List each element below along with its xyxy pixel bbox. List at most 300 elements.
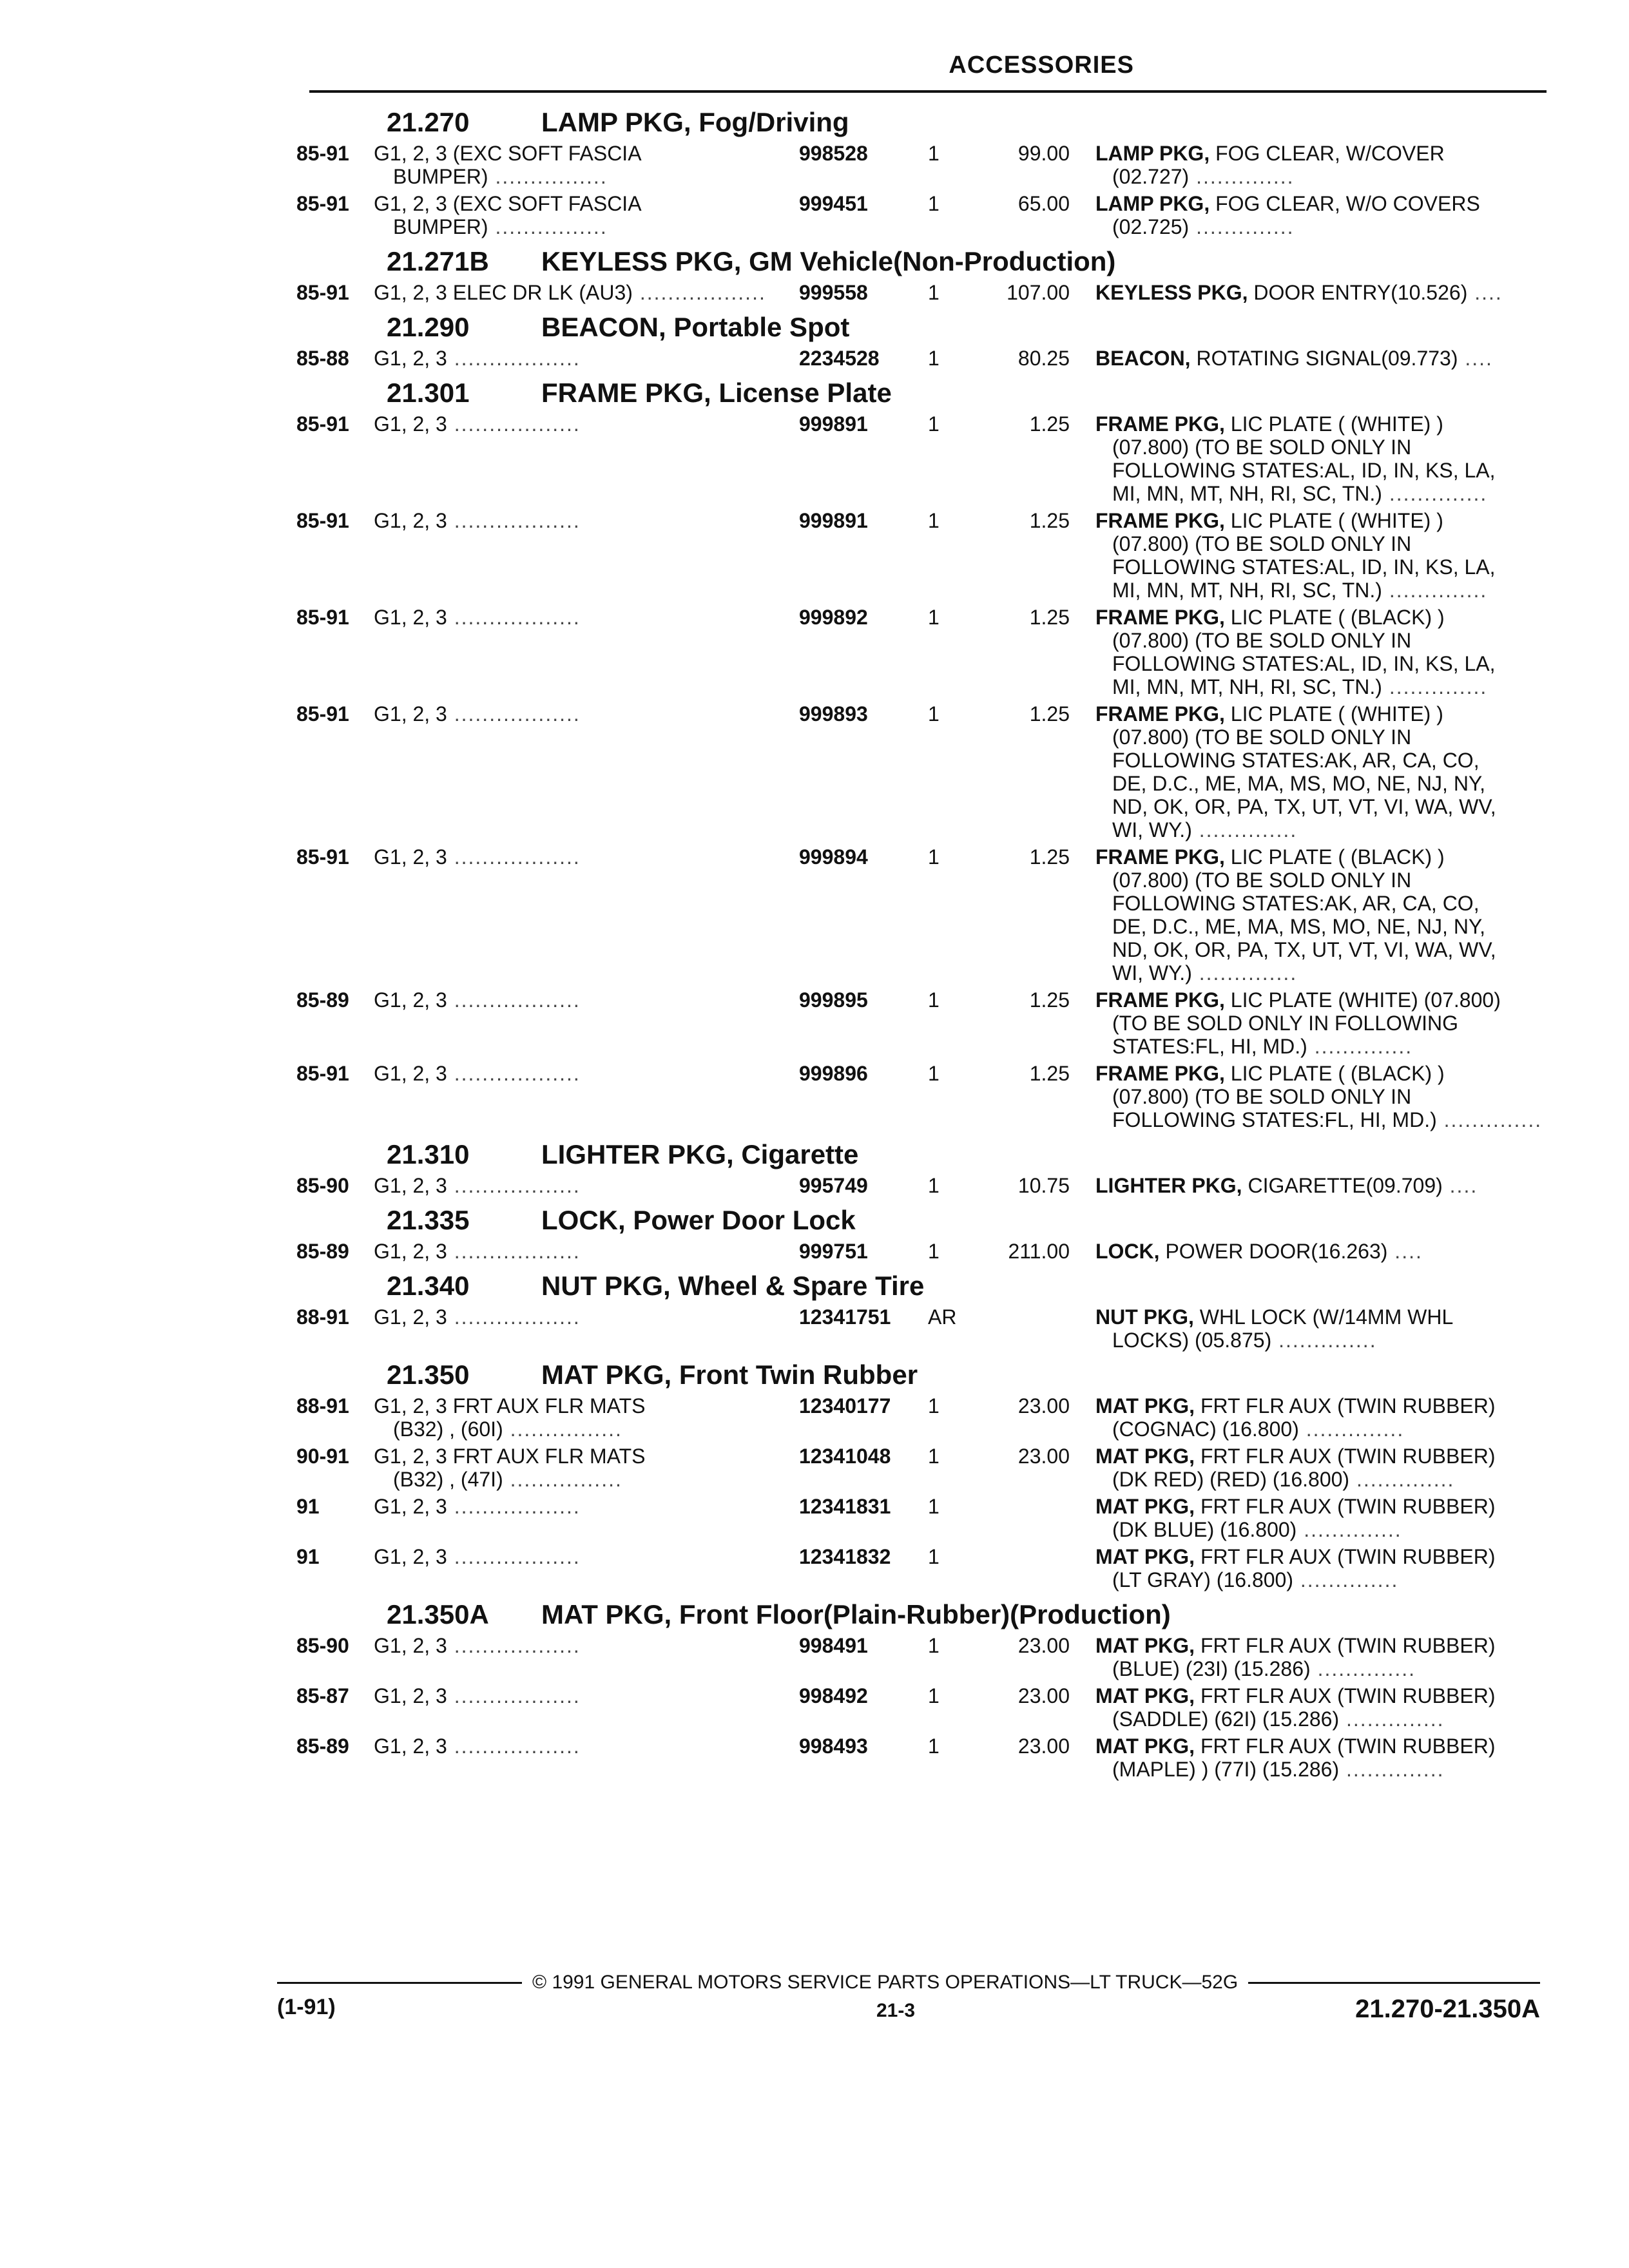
item-line [1095, 726, 1559, 749]
item-name: BEACON, [1095, 347, 1191, 370]
application-description [374, 1684, 799, 1731]
item-text: FOLLOWING STATES:AK, AR, CA, CO, [1112, 749, 1480, 772]
application-description [374, 1735, 799, 1781]
item-text: FOLLOWING STATES:FL, HI, MD.) [1112, 1108, 1437, 1131]
price [979, 1495, 1095, 1541]
section-heading [296, 242, 1559, 281]
item-text: (07.800) (TO BE SOLD ONLY IN [1112, 629, 1412, 652]
section-number: 21.350 [387, 1360, 470, 1390]
item-line [1095, 532, 1559, 555]
leader-dots: .................. [447, 347, 581, 370]
model-years: 85-91 [296, 509, 349, 532]
description-text: G1, 2, 3 [374, 1174, 447, 1197]
item-line [1095, 1240, 1559, 1263]
leader-dots: ................ [503, 1468, 622, 1491]
item-line [1095, 606, 1559, 629]
item-name: FRAME PKG, [1095, 412, 1225, 436]
item-text: (DK BLUE) (16.800) [1112, 1518, 1297, 1541]
part-number: 998491 [799, 1634, 868, 1657]
part-number: 999896 [799, 1062, 868, 1085]
section-heading [296, 1595, 1559, 1634]
section-title: LOCK, Power Door Lock [541, 1205, 856, 1235]
quantity: 1 [928, 606, 940, 629]
part-number: 999891 [799, 412, 868, 436]
item-line [1095, 675, 1559, 698]
part-number: 998493 [799, 1735, 868, 1758]
item-description [1095, 1495, 1559, 1541]
model-years: 85-91 [296, 1062, 349, 1085]
item-line [1095, 482, 1559, 505]
table-row [296, 1240, 1559, 1263]
leader-dots: .................. [447, 509, 581, 532]
description-line [374, 215, 799, 238]
item-line [1095, 579, 1559, 602]
leader-dots: .................. [447, 1684, 581, 1707]
item-text: (07.800) (TO BE SOLD ONLY IN [1112, 532, 1412, 555]
item-text: ROTATING SIGNAL(09.773) [1196, 347, 1458, 370]
item-line [1095, 459, 1559, 482]
item-description [1095, 281, 1559, 304]
price: 1.25 [1029, 509, 1070, 532]
description-text: G1, 2, 3 [374, 702, 447, 726]
description-text: G1, 2, 3 [374, 988, 447, 1012]
model-years: 85-89 [296, 1735, 349, 1758]
leader-dots: .................. [632, 281, 766, 304]
application-description [374, 192, 799, 238]
item-description [1095, 412, 1559, 505]
table-row [296, 1634, 1559, 1680]
item-line [1095, 1568, 1559, 1591]
description-text: G1, 2, 3 [374, 1634, 447, 1657]
model-years: 85-91 [296, 412, 349, 436]
description-line [374, 281, 799, 304]
description-line [374, 1495, 799, 1518]
description-line [374, 1634, 799, 1657]
description-line [374, 142, 799, 165]
item-text: WI, WY.) [1112, 818, 1192, 841]
price: 107.00 [1007, 281, 1070, 304]
item-line [1095, 1495, 1559, 1518]
item-line [1095, 215, 1559, 238]
table-row [296, 142, 1559, 188]
item-name: MAT PKG, [1095, 1445, 1195, 1468]
item-text: WHL LOCK (W/14MM WHL [1199, 1305, 1454, 1329]
item-text: FOLLOWING STATES:AL, ID, IN, KS, LA, [1112, 652, 1496, 675]
part-number: 2234528 [799, 347, 880, 370]
item-line [1095, 1758, 1559, 1781]
page-header [309, 52, 1547, 79]
price: 1.25 [1029, 702, 1070, 726]
application-description [374, 142, 799, 188]
item-text: STATES:FL, HI, MD.) [1112, 1035, 1307, 1058]
description-line [374, 412, 799, 436]
leader-dots: .............. [1189, 165, 1295, 188]
table-row [296, 1445, 1559, 1491]
leader-dots: .............. [1271, 1329, 1377, 1352]
item-name: MAT PKG, [1095, 1394, 1195, 1418]
item-line [1095, 142, 1559, 165]
description-text: G1, 2, 3 FRT AUX FLR MATS [374, 1394, 646, 1418]
description-text: G1, 2, 3 [374, 347, 447, 370]
application-description [374, 702, 799, 841]
part-number: 999893 [799, 702, 868, 726]
item-line [1095, 555, 1559, 579]
table-row [296, 509, 1559, 602]
price: 1.25 [1029, 412, 1070, 436]
description-line [374, 1684, 799, 1707]
section-21-350A [296, 1595, 1559, 1781]
model-years: 85-90 [296, 1174, 349, 1197]
model-years: 85-88 [296, 347, 349, 370]
item-name: MAT PKG, [1095, 1735, 1195, 1758]
section-number: 21.270 [387, 107, 470, 137]
quantity: 1 [928, 192, 940, 215]
quantity: 1 [928, 1495, 940, 1518]
item-description [1095, 192, 1559, 238]
section-title: FRAME PKG, License Plate [541, 378, 892, 408]
table-row [296, 988, 1559, 1058]
model-years: 88-91 [296, 1305, 349, 1329]
item-name: FRAME PKG, [1095, 1062, 1225, 1085]
leader-dots: .............. [1339, 1758, 1445, 1781]
item-description [1095, 988, 1559, 1058]
table-row [296, 1394, 1559, 1441]
item-text: (LT GRAY) (16.800) [1112, 1568, 1293, 1591]
item-name: MAT PKG, [1095, 1684, 1195, 1707]
item-line [1095, 436, 1559, 459]
part-number: 999558 [799, 281, 868, 304]
item-description [1095, 1735, 1559, 1781]
item-line [1095, 1684, 1559, 1707]
description-line [374, 1062, 799, 1085]
item-line [1095, 1657, 1559, 1680]
item-text: FOG CLEAR, W/O COVERS [1215, 192, 1480, 215]
item-line [1095, 347, 1559, 370]
section-title: MAT PKG, Front Floor(Plain-Rubber)(Production) [541, 1599, 1171, 1629]
section-heading [296, 1267, 1559, 1305]
leader-dots: .............. [1339, 1707, 1445, 1731]
item-text: LIC PLATE ( (WHITE) ) [1230, 412, 1443, 436]
item-text: DE, D.C., ME, MA, MS, MO, NE, NJ, NY, [1112, 915, 1486, 938]
item-description [1095, 347, 1559, 370]
item-text: FRT FLR AUX (TWIN RUBBER) [1200, 1545, 1496, 1568]
model-years: 91 [296, 1545, 320, 1568]
description-text: G1, 2, 3 (EXC SOFT FASCIA [374, 192, 642, 215]
description-text: BUMPER) [393, 215, 488, 238]
item-line [1095, 1445, 1559, 1468]
price: 23.00 [1017, 1684, 1070, 1707]
description-line [374, 1418, 799, 1441]
item-name: KEYLESS PKG, [1095, 281, 1248, 304]
quantity: 1 [928, 1394, 940, 1418]
description-text: G1, 2, 3 [374, 1684, 447, 1707]
price [979, 1545, 1095, 1591]
model-years: 91 [296, 1495, 320, 1518]
item-text: FOG CLEAR, W/COVER [1215, 142, 1445, 165]
price: 80.25 [1017, 347, 1070, 370]
quantity: 1 [928, 988, 940, 1012]
leader-dots: .................. [447, 1305, 581, 1329]
section-21-290 [296, 308, 1559, 370]
item-text: FRT FLR AUX (TWIN RUBBER) [1200, 1394, 1496, 1418]
section-number: 21.290 [387, 312, 470, 342]
leader-dots: .................. [447, 1495, 581, 1518]
table-row [296, 1684, 1559, 1731]
item-name: LAMP PKG, [1095, 142, 1210, 165]
item-line [1095, 509, 1559, 532]
item-line [1095, 795, 1559, 818]
description-text: G1, 2, 3 [374, 1735, 447, 1758]
leader-dots: .............. [1293, 1568, 1399, 1591]
table-row [296, 1545, 1559, 1591]
table-row [296, 412, 1559, 505]
leader-dots: .............. [1349, 1468, 1455, 1491]
description-text: G1, 2, 3 ELEC DR LK (AU3) [374, 281, 633, 304]
item-text: (COGNAC) (16.800) [1112, 1418, 1299, 1441]
item-line [1095, 192, 1559, 215]
parts-list [296, 103, 1559, 1785]
table-row [296, 1305, 1559, 1352]
section-title: LIGHTER PKG, Cigarette [541, 1139, 859, 1169]
description-line [374, 347, 799, 370]
item-line [1095, 988, 1559, 1012]
leader-dots: .................. [447, 1634, 581, 1657]
description-line [374, 1445, 799, 1468]
description-line [374, 1394, 799, 1418]
item-text: (DK RED) (RED) (16.800) [1112, 1468, 1350, 1491]
table-row [296, 1174, 1559, 1197]
model-years: 85-91 [296, 606, 349, 629]
item-line [1095, 281, 1559, 304]
section-number: 21.310 [387, 1139, 470, 1169]
application-description [374, 1495, 799, 1541]
description-line [374, 1735, 799, 1758]
footer-copyright: © 1991 GENERAL MOTORS SERVICE PARTS OPERATIONS—LT TRUCK—52G [532, 1972, 1239, 1993]
price: 211.00 [1008, 1240, 1070, 1263]
item-line [1095, 1085, 1559, 1108]
quantity: 1 [928, 412, 940, 436]
model-years: 85-91 [296, 845, 349, 869]
item-line [1095, 702, 1559, 726]
application-description [374, 1545, 799, 1591]
leader-dots: .............. [1382, 579, 1488, 602]
application-description [374, 1445, 799, 1491]
quantity: 1 [928, 1174, 940, 1197]
footer-section-range: 21.270-21.350A [1355, 1995, 1540, 2023]
price: 1.25 [1029, 988, 1070, 1012]
item-text: (02.725) [1112, 215, 1190, 238]
application-description [374, 1394, 799, 1441]
item-text: LIC PLATE ( (WHITE) ) [1230, 702, 1443, 726]
item-text: (07.800) (TO BE SOLD ONLY IN [1112, 869, 1412, 892]
item-line [1095, 1394, 1559, 1418]
quantity: 1 [928, 1545, 940, 1568]
description-line [374, 988, 799, 1012]
footer-copyright-line [277, 1972, 1540, 1994]
item-name: MAT PKG, [1095, 1634, 1195, 1657]
description-text: G1, 2, 3 [374, 1240, 447, 1263]
item-description [1095, 509, 1559, 602]
part-number: 999892 [799, 606, 868, 629]
section-title: LAMP PKG, Fog/Driving [541, 107, 849, 137]
part-number: 998528 [799, 142, 868, 165]
section-heading [296, 1135, 1559, 1174]
item-line [1095, 1468, 1559, 1491]
item-line [1095, 938, 1559, 961]
item-line [1095, 1518, 1559, 1541]
description-line [374, 1305, 799, 1329]
section-heading [296, 308, 1559, 347]
section-title: BEACON, Portable Spot [541, 312, 850, 342]
quantity: 1 [928, 1634, 940, 1657]
page-footer [277, 1972, 1540, 2023]
description-line [374, 1240, 799, 1263]
item-text: (07.800) (TO BE SOLD ONLY IN [1112, 726, 1412, 749]
part-number: 995749 [799, 1174, 868, 1197]
part-number: 12340177 [799, 1394, 891, 1418]
part-number: 12341831 [799, 1495, 891, 1518]
item-name: FRAME PKG, [1095, 845, 1225, 869]
item-text: FRT FLR AUX (TWIN RUBBER) [1200, 1495, 1496, 1518]
item-text: (07.800) (TO BE SOLD ONLY IN [1112, 1085, 1412, 1108]
item-text: (BLUE) (23I) (15.286) [1112, 1657, 1311, 1680]
section-21-340 [296, 1267, 1559, 1352]
price: 1.25 [1029, 606, 1070, 629]
leader-dots: .............. [1436, 1108, 1543, 1131]
price: 23.00 [1017, 1735, 1070, 1758]
item-text: FRT FLR AUX (TWIN RUBBER) [1200, 1684, 1496, 1707]
item-line [1095, 869, 1559, 892]
quantity: 1 [928, 1240, 940, 1263]
description-line [374, 509, 799, 532]
description-text: G1, 2, 3 [374, 845, 447, 869]
part-number: 999895 [799, 988, 868, 1012]
section-number: 21.350A [387, 1599, 489, 1629]
section-number: 21.271B [387, 246, 489, 276]
table-row [296, 606, 1559, 698]
application-description [374, 1305, 799, 1352]
page-title: ACCESSORIES [949, 52, 1134, 79]
model-years: 88-91 [296, 1394, 349, 1418]
model-years: 85-91 [296, 142, 349, 165]
item-text: (07.800) (TO BE SOLD ONLY IN [1112, 436, 1412, 459]
item-text: FRT FLR AUX (TWIN RUBBER) [1200, 1634, 1496, 1657]
header-rule [309, 90, 1547, 93]
item-description [1095, 1684, 1559, 1731]
item-description [1095, 1174, 1559, 1197]
section-heading [296, 1201, 1559, 1240]
price: 99.00 [1017, 142, 1070, 165]
part-number: 12341832 [799, 1545, 891, 1568]
application-description [374, 412, 799, 505]
leader-dots: ................ [488, 215, 608, 238]
quantity: AR [928, 1305, 957, 1329]
leader-dots: .... [1442, 1174, 1478, 1197]
footer-date: (1-91) [277, 1995, 336, 2019]
item-line [1095, 1062, 1559, 1085]
leader-dots: .................. [447, 702, 581, 726]
item-name: MAT PKG, [1095, 1545, 1195, 1568]
table-row [296, 702, 1559, 841]
description-line [374, 1468, 799, 1491]
part-number: 999751 [799, 1240, 868, 1263]
description-line [374, 165, 799, 188]
quantity: 1 [928, 845, 940, 869]
table-row [296, 1735, 1559, 1781]
table-row [296, 1062, 1559, 1131]
section-number: 21.301 [387, 378, 470, 408]
application-description [374, 281, 799, 304]
item-line [1095, 1634, 1559, 1657]
item-name: MAT PKG, [1095, 1495, 1195, 1518]
leader-dots: .................. [447, 412, 581, 436]
description-line [374, 845, 799, 869]
item-text: MI, MN, MT, NH, RI, SC, TN.) [1112, 482, 1382, 505]
item-line [1095, 165, 1559, 188]
model-years: 85-89 [296, 988, 349, 1012]
table-row [296, 192, 1559, 238]
item-text: LIC PLATE ( (WHITE) ) [1230, 509, 1443, 532]
quantity: 1 [928, 1684, 940, 1707]
item-text: FOLLOWING STATES:AK, AR, CA, CO, [1112, 892, 1480, 915]
item-name: NUT PKG, [1095, 1305, 1194, 1329]
description-text: G1, 2, 3 (EXC SOFT FASCIA [374, 142, 642, 165]
table-row [296, 845, 1559, 985]
item-line [1095, 845, 1559, 869]
section-21-310 [296, 1135, 1559, 1197]
footer-rule-right [1248, 1982, 1540, 1984]
table-row [296, 347, 1559, 370]
leader-dots: .................. [447, 845, 581, 869]
quantity: 1 [928, 702, 940, 726]
item-line [1095, 1035, 1559, 1058]
description-text: G1, 2, 3 [374, 1545, 447, 1568]
leader-dots: .............. [1189, 215, 1295, 238]
leader-dots: .... [1467, 281, 1503, 304]
quantity: 1 [928, 281, 940, 304]
item-name: FRAME PKG, [1095, 702, 1225, 726]
model-years: 90-91 [296, 1445, 349, 1468]
application-description [374, 1062, 799, 1131]
leader-dots: .............. [1382, 675, 1488, 698]
application-description [374, 988, 799, 1058]
item-text: FRT FLR AUX (TWIN RUBBER) [1200, 1735, 1496, 1758]
part-number: 999894 [799, 845, 868, 869]
section-heading [296, 374, 1559, 412]
item-line [1095, 818, 1559, 841]
leader-dots: ................ [488, 165, 608, 188]
part-number: 12341048 [799, 1445, 891, 1468]
item-line [1095, 772, 1559, 795]
price: 1.25 [1029, 1062, 1070, 1085]
item-name: FRAME PKG, [1095, 606, 1225, 629]
price [979, 1305, 1095, 1352]
item-text: DE, D.C., ME, MA, MS, MO, NE, NJ, NY, [1112, 772, 1486, 795]
description-text: G1, 2, 3 [374, 1062, 447, 1085]
description-line [374, 1545, 799, 1568]
table-row [296, 281, 1559, 304]
item-text: ND, OK, OR, PA, TX, UT, VT, VI, WA, WV, [1112, 938, 1496, 961]
item-text: LIC PLATE (WHITE) (07.800) [1230, 988, 1501, 1012]
quantity: 1 [928, 509, 940, 532]
item-text: (TO BE SOLD ONLY IN FOLLOWING [1112, 1012, 1458, 1035]
application-description [374, 1634, 799, 1680]
item-line [1095, 629, 1559, 652]
item-name: LAMP PKG, [1095, 192, 1210, 215]
item-line [1095, 652, 1559, 675]
section-21-270 [296, 103, 1559, 238]
item-line [1095, 749, 1559, 772]
